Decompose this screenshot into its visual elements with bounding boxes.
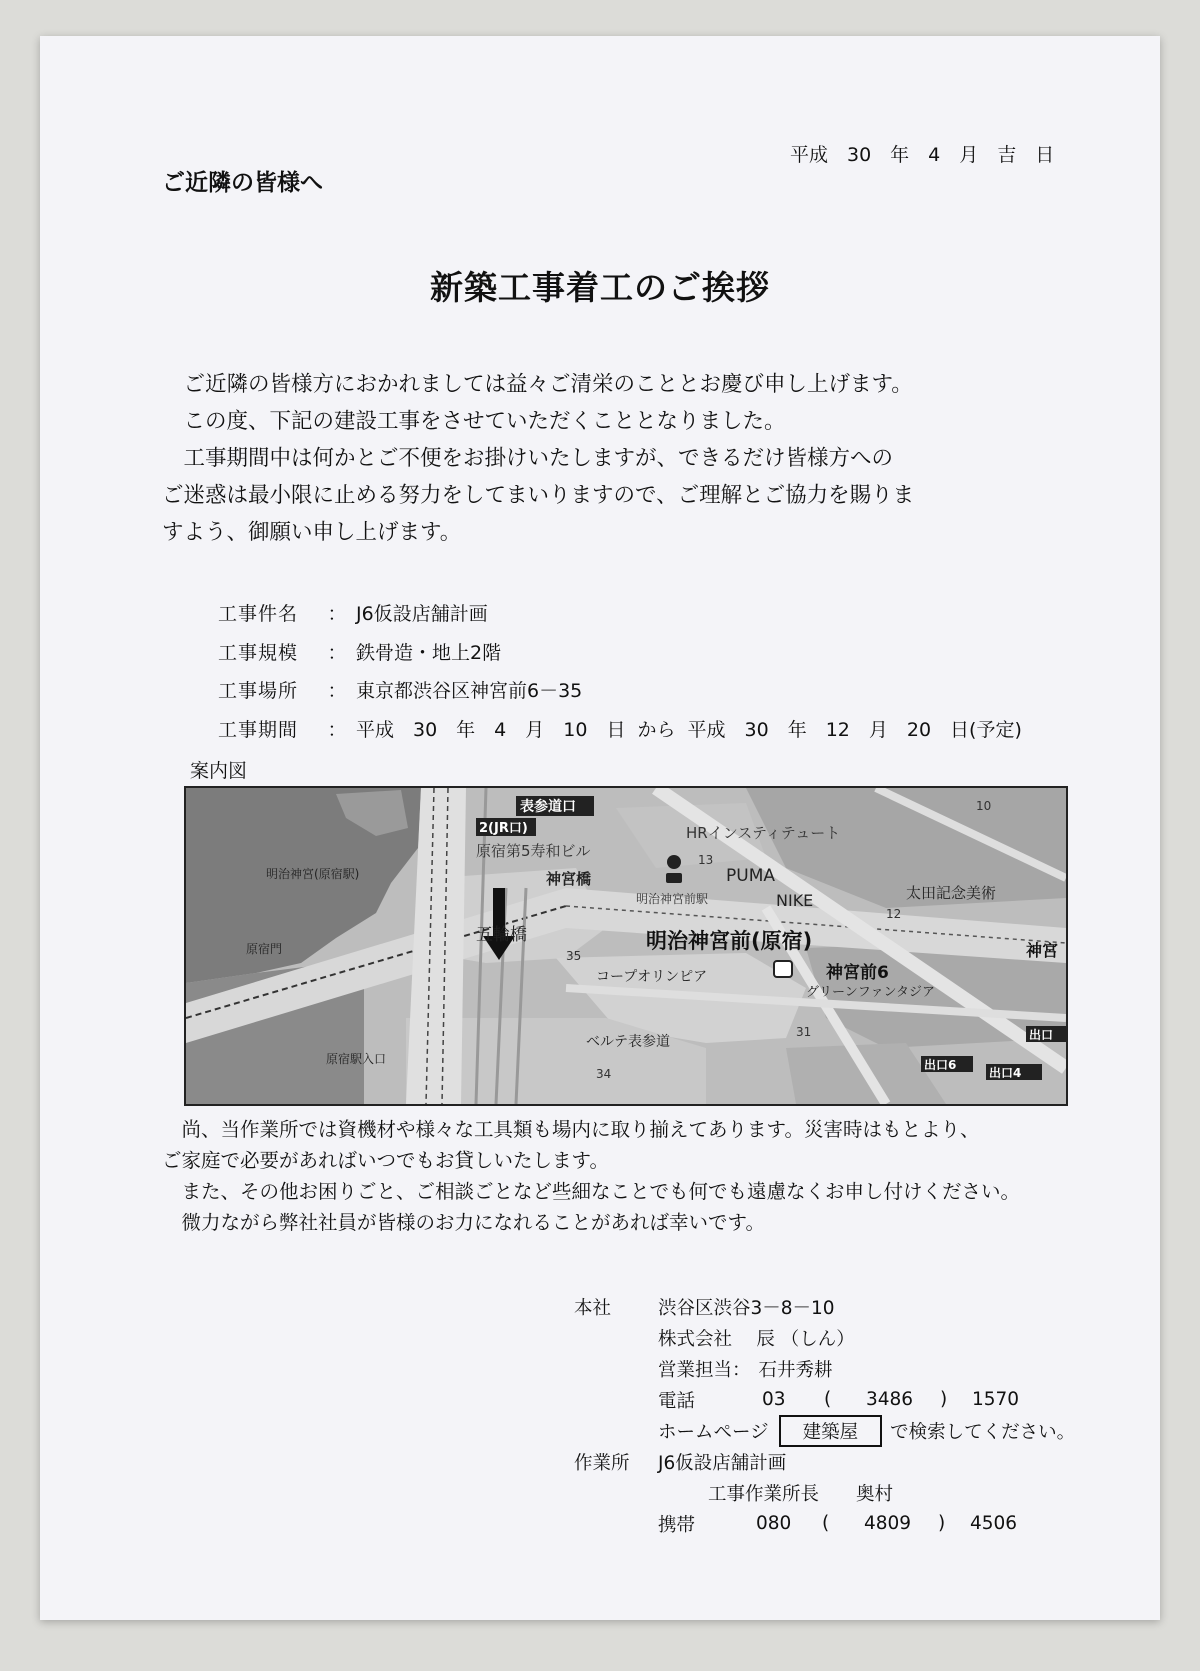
map-label-n12: 12 (886, 907, 902, 921)
map-label-puma: PUMA (726, 866, 775, 886)
map-label-n10: 10 (976, 799, 992, 813)
map-label-harajuku-gate: 原宿門 (246, 942, 283, 956)
detail-row-period: 工事期間 ： 平成 30 年 4 月 10 日 から 平成 30 年 12 月 20 日(予定) (218, 718, 1022, 741)
map-label-omotesando-exit: 表参道口 (520, 799, 576, 815)
manager-row: 工事作業所長 奥村 (708, 1483, 894, 1505)
body-line: ご迷惑は最小限に止める努力をしてまいりますので、ご理解とご協力を賜りま (162, 483, 915, 508)
location-map (184, 786, 1068, 1106)
site-row: 作業所 J6仮設店舗計画 (574, 1452, 787, 1474)
map-label-meiji-station: 明治神宮前駅 (636, 892, 709, 906)
tel-row: 電話 03 ( 3486 ) 1570 (658, 1389, 1020, 1412)
map-label-exit6: 出口6 (924, 1058, 957, 1072)
map-label-bell: ベルテ表参道 (586, 1034, 670, 1050)
contact-block (574, 1291, 1075, 1539)
body-line: すよう、御願い申し上げます。 (162, 520, 462, 545)
notes-line: また、その他お困りごと、ご相談ごとなど些細なことでも何でも遠慮なくお申し付けください。 (181, 1180, 1021, 1203)
map-label-n35: 35 (566, 949, 582, 963)
map-label-exit4: 出口4 (989, 1066, 1022, 1080)
hq-row: 本社 渋谷区渋谷3－8－10 (574, 1297, 835, 1319)
map-label-jr-exit: 2(JR口) (479, 821, 528, 836)
body-line: 工事期間中は何かとご不便をお掛けいたしますが、できるだけ皆様方への (183, 446, 894, 471)
map-label-n34: 34 (596, 1067, 612, 1081)
homepage-row: ホームページ 建築屋 で検索してください。 (574, 1415, 1075, 1446)
map-label-nike: NIKE (776, 891, 814, 910)
notes-line: 尚、当作業所では資機材や様々な工具類も場内に取り揃えてあります。災害時はもとより、 (181, 1118, 980, 1141)
map-label-hr: HRインスティテュート (686, 824, 841, 842)
map-label-harajuku-entrance: 原宿駅入口 (326, 1052, 387, 1066)
body-line: ご近隣の皆様方におかれましては益々ご清栄のこととお慶び申し上げます。 (183, 372, 913, 397)
map-label-jingumae6: 神宮前6 (826, 963, 889, 983)
map-label-green: グリーンファンタジア (806, 985, 935, 1000)
recipient-line: ご近隣の皆様へ (162, 170, 323, 196)
project-details (218, 599, 1022, 753)
map-heading: 案内図 (190, 760, 248, 782)
map-label-n31: 31 (796, 1025, 812, 1039)
map-label-building: 原宿第5寿和ビル (476, 842, 591, 860)
homepage-keyword-box: 建築屋 (779, 1415, 883, 1447)
detail-row-location: 工事場所 ： 東京都渋谷区神宮前6－35 (218, 680, 583, 702)
map-label-exit-right: 出口 (1029, 1028, 1054, 1042)
sales-row: 営業担当： 石井秀耕 (658, 1359, 833, 1381)
company-row: 株式会社 辰 （しん） (658, 1328, 855, 1350)
notes-line: ご家庭で必要があればいつでもお貸しいたします。 (162, 1149, 609, 1172)
map-label-meiji-jingu: 明治神宮(原宿駅) (266, 867, 360, 881)
body-line: この度、下記の建設工事をさせていただくこととなりました。 (183, 409, 786, 434)
mobile-row: 携帯 080 ( 4809 ) 4506 (658, 1513, 1018, 1536)
notice-title: 新築工事着工のご挨拶 (430, 268, 770, 307)
greeting-body (162, 366, 1062, 551)
detail-row-name: 工事件名 ： J6仮設店舗計画 (218, 603, 488, 625)
notice-date: 平成 30 年 4 月 吉 日 (790, 144, 1055, 166)
map-label-n13: 13 (698, 853, 714, 867)
map-label-ota: 太田記念美術 (906, 884, 997, 902)
notice-paper (40, 36, 1160, 1620)
detail-row-scale: 工事規模 ： 鉄骨造・地上2階 (218, 641, 502, 664)
notes-line: 微力ながら弊社社員が皆様のお力になれることがあれば幸いです。 (181, 1211, 765, 1234)
notes-section (162, 1114, 1020, 1238)
map-label-station-name: 明治神宮前(原宿) (646, 929, 813, 953)
map-label-jingu-right: 神宮 (1026, 941, 1059, 960)
map-label-jingubashi: 神宮橋 (546, 870, 592, 888)
map-label-gorinbashi: 五輪橋 (476, 925, 527, 945)
map-label-coop: コープオリンピア (596, 969, 708, 985)
